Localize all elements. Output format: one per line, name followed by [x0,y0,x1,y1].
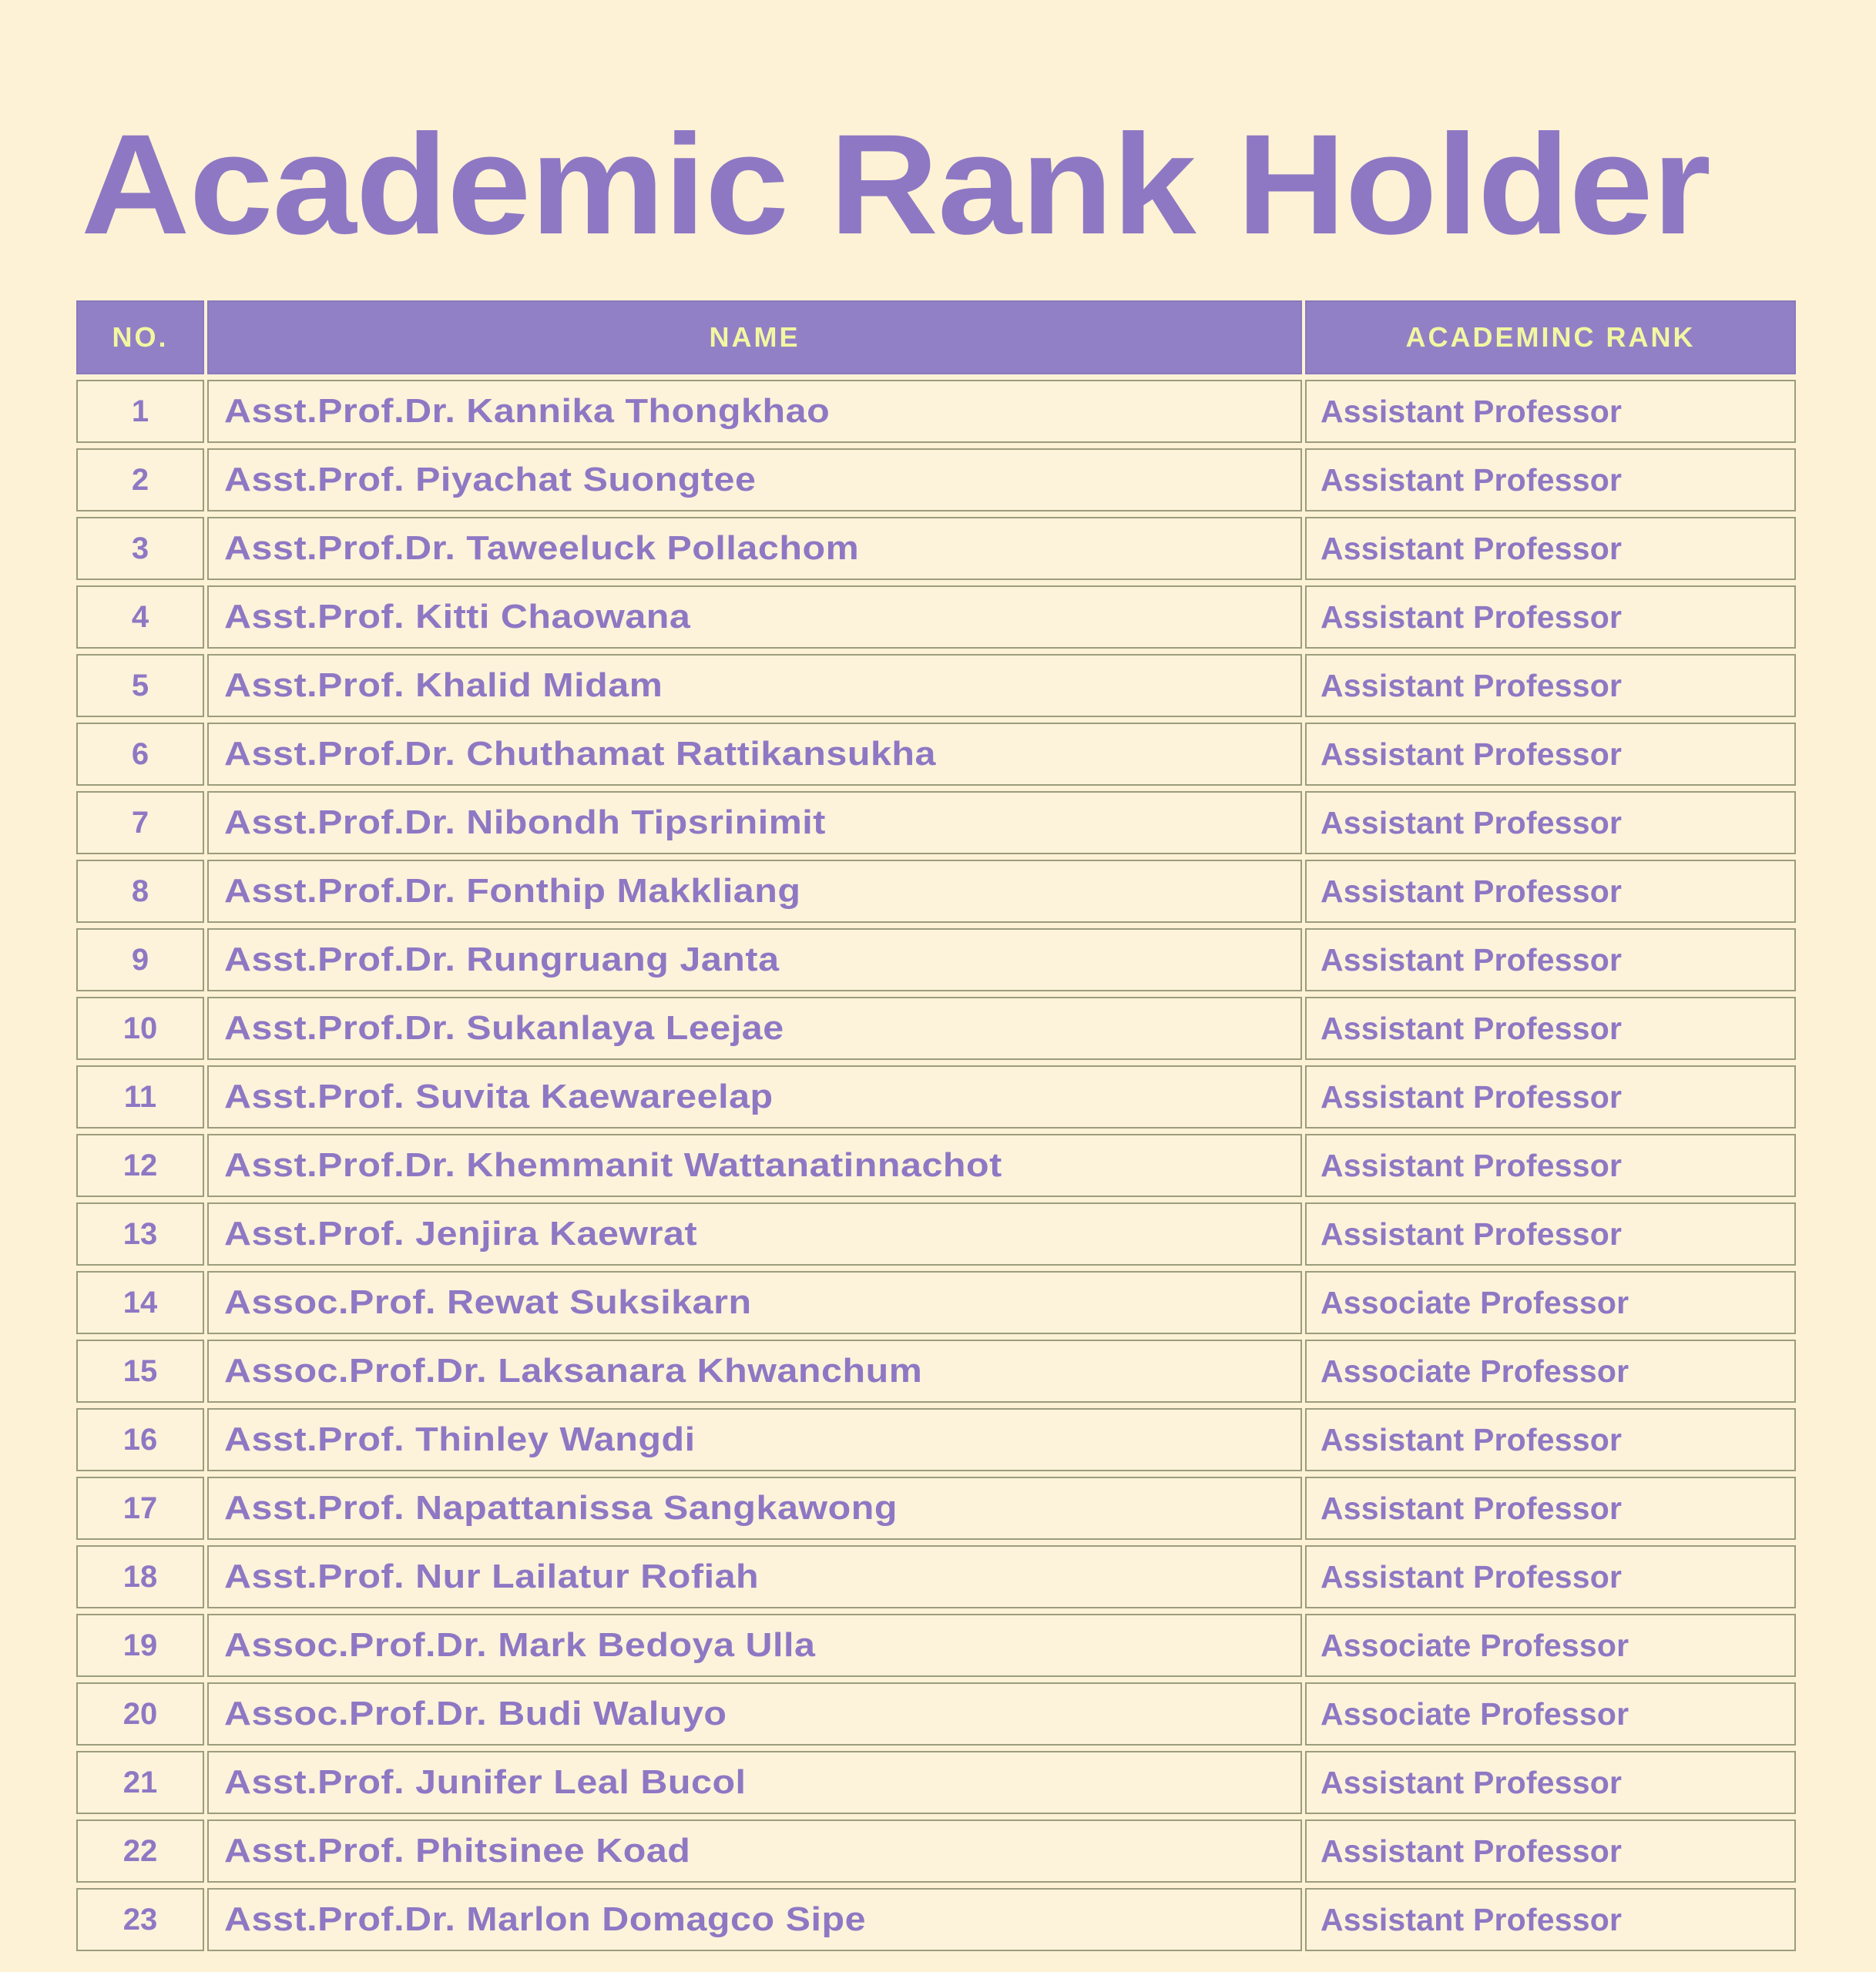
cell-academic-rank: Assistant Professor [1305,997,1796,1060]
cell-name-text: Asst.Prof. Thinley Wangdi [224,1420,696,1458]
table-row [76,1134,1796,1197]
cell-no: 6 [76,723,204,786]
cell-name-text: Asst.Prof. Piyachat Suongtee [224,461,757,498]
table-row [76,928,1796,991]
table-row [76,1682,1796,1746]
cell-name-text: Asst.Prof. Napattanissa Sangkawong [224,1489,898,1527]
cell-name [207,723,1302,786]
cell-name [207,1202,1302,1266]
table-row [76,1888,1796,1951]
table-row [76,1408,1796,1471]
column-header-name: NAME [207,300,1302,374]
cell-no: 9 [76,928,204,991]
cell-name [207,1065,1302,1129]
cell-no: 19 [76,1614,204,1677]
cell-name-text: Asst.Prof. Suvita Kaewareelap [224,1078,774,1115]
cell-name-text: Asst.Prof. Junifer Leal Bucol [224,1763,747,1801]
cell-no: 1 [76,380,204,443]
table-row [76,860,1796,923]
cell-academic-rank: Assistant Professor [1305,1202,1796,1266]
cell-name [207,1477,1302,1540]
cell-no: 10 [76,997,204,1060]
cell-name-text: Asst.Prof.Dr. Rungruang Janta [224,941,780,978]
cell-name [207,654,1302,717]
cell-academic-rank: Assistant Professor [1305,1819,1796,1883]
cell-no: 4 [76,585,204,649]
cell-no: 13 [76,1202,204,1266]
cell-no: 2 [76,448,204,511]
cell-name [207,1545,1302,1608]
cell-no: 18 [76,1545,204,1608]
cell-name-text: Asst.Prof.Dr. Taweeluck Pollachom [224,529,860,567]
cell-academic-rank: Associate Professor [1305,1340,1796,1403]
table-row [76,1340,1796,1403]
cell-name [207,1888,1302,1951]
cell-name [207,997,1302,1060]
cell-name [207,860,1302,923]
cell-name [207,791,1302,854]
cell-academic-rank: Assistant Professor [1305,723,1796,786]
cell-name [207,1751,1302,1814]
table-row [76,723,1796,786]
cell-no: 8 [76,860,204,923]
cell-name [207,1614,1302,1677]
cell-academic-rank: Assistant Professor [1305,1751,1796,1814]
cell-name-text: Asst.Prof.Dr. Fonthip Makkliang [224,872,801,910]
cell-no: 17 [76,1477,204,1540]
cell-name-text: Asst.Prof.Dr. Kannika Thongkhao [224,392,831,430]
cell-no: 14 [76,1271,204,1334]
cell-name [207,1271,1302,1334]
table-row [76,1065,1796,1129]
cell-academic-rank: Assistant Professor [1305,791,1796,854]
table-row [76,517,1796,580]
cell-academic-rank: Assistant Professor [1305,860,1796,923]
cell-name [207,1819,1302,1883]
cell-name-text: Assoc.Prof.Dr. Laksanara Khwanchum [224,1352,923,1390]
cell-name-text: Asst.Prof. Kitti Chaowana [224,598,691,636]
cell-name-text: Asst.Prof.Dr. Sukanlaya Leejae [224,1009,784,1047]
table-row [76,1751,1796,1814]
cell-name [207,1134,1302,1197]
cell-name [207,928,1302,991]
cell-name [207,1682,1302,1746]
cell-name [207,380,1302,443]
cell-academic-rank: Assistant Professor [1305,517,1796,580]
cell-name [207,585,1302,649]
cell-no: 7 [76,791,204,854]
table-row [76,791,1796,854]
cell-no: 3 [76,517,204,580]
table-row [76,1819,1796,1883]
cell-academic-rank: Assistant Professor [1305,1408,1796,1471]
academic-rank-table [76,300,1796,1957]
column-header-academic-rank: ACADEMINC RANK [1305,300,1796,374]
page-title: Academic Rank Holder [81,106,1710,264]
cell-no: 20 [76,1682,204,1746]
cell-no: 21 [76,1751,204,1814]
cell-no: 12 [76,1134,204,1197]
cell-academic-rank: Assistant Professor [1305,654,1796,717]
table-row [76,1202,1796,1266]
cell-academic-rank: Assistant Professor [1305,1888,1796,1951]
cell-name [207,1408,1302,1471]
cell-academic-rank: Assistant Professor [1305,380,1796,443]
table-row [76,654,1796,717]
cell-no: 22 [76,1819,204,1883]
cell-academic-rank: Assistant Professor [1305,1134,1796,1197]
cell-name-text: Asst.Prof. Phitsinee Koad [224,1832,691,1870]
cell-name-text: Asst.Prof.Dr. Chuthamat Rattikansukha [224,735,936,773]
cell-academic-rank: Associate Professor [1305,1271,1796,1334]
table-body [76,380,1796,1951]
cell-name-text: Assoc.Prof.Dr. Budi Waluyo [224,1695,727,1732]
cell-name-text: Asst.Prof. Khalid Midam [224,666,663,704]
cell-no: 16 [76,1408,204,1471]
cell-academic-rank: Associate Professor [1305,1614,1796,1677]
cell-no: 15 [76,1340,204,1403]
cell-academic-rank: Assistant Professor [1305,1545,1796,1608]
cell-name [207,517,1302,580]
cell-no: 23 [76,1888,204,1951]
cell-academic-rank: Assistant Professor [1305,1065,1796,1129]
cell-no: 5 [76,654,204,717]
cell-name [207,448,1302,511]
cell-academic-rank: Assistant Professor [1305,928,1796,991]
cell-name [207,1340,1302,1403]
cell-name-text: Asst.Prof.Dr. Nibondh Tipsrinimit [224,803,826,841]
table-row [76,997,1796,1060]
table-row [76,448,1796,511]
cell-academic-rank: Associate Professor [1305,1682,1796,1746]
table-row [76,585,1796,649]
table-row [76,1545,1796,1608]
cell-name-text: Asst.Prof. Jenjira Kaewrat [224,1215,698,1253]
cell-name-text: Asst.Prof. Nur Lailatur Rofiah [224,1558,760,1595]
cell-academic-rank: Assistant Professor [1305,448,1796,511]
cell-academic-rank: Assistant Professor [1305,585,1796,649]
table-row [76,1477,1796,1540]
table-row [76,1614,1796,1677]
cell-academic-rank: Assistant Professor [1305,1477,1796,1540]
column-header-no: NO. [76,300,204,374]
cell-name-text: Assoc.Prof.Dr. Mark Bedoya Ulla [224,1626,816,1664]
table-row [76,1271,1796,1334]
cell-name-text: Assoc.Prof. Rewat Suksikarn [224,1283,752,1321]
cell-no: 11 [76,1065,204,1129]
table-header-row [76,300,1796,374]
table-row [76,380,1796,443]
cell-name-text: Asst.Prof.Dr. Marlon Domagco Sipe [224,1900,867,1938]
cell-name-text: Asst.Prof.Dr. Khemmanit Wattanatinnachot [224,1146,1002,1184]
